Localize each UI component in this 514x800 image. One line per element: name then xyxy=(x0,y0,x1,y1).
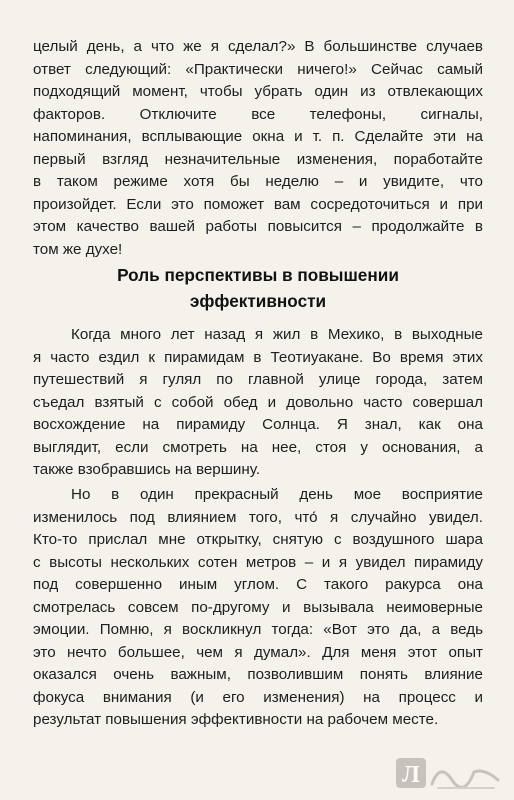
text-line: под совершенно иным углом. С такого ракурса она xyxy=(33,576,483,593)
text-line: восхождение на пирамиду Солнца. Я знал, как она xyxy=(33,416,483,433)
text-line: том же духе! xyxy=(33,240,123,258)
text-line: я часто ездил к пирамидам в Теотиуакане. Во время этих xyxy=(33,348,483,366)
text-line: фокуса внимания (и его изменения) на процесс и xyxy=(33,688,483,706)
text-line: изменилось под влиянием того, что́ я случайно увидел. xyxy=(33,508,483,526)
paragraph-2 xyxy=(33,484,483,732)
text-line: это нечто большее, чем я думал». Для меня этот опыт xyxy=(33,643,483,661)
text-line: напоминания, всплывающие окна и т. п. Сделайте эти на xyxy=(33,128,483,145)
text-line: смотрелась совсем по-другому и вызывала неимоверные xyxy=(33,598,483,616)
text-line: факторов. Отключите все телефоны, сигналы, xyxy=(33,105,483,123)
text-line: в таком режиме хотя бы неделю – и увидите, что xyxy=(33,173,483,190)
text-line: Когда много лет назад я жил в Мехико, в выходные xyxy=(71,326,483,343)
text-line: подходящий момент, чтобы убрать один из отвлекающих xyxy=(33,83,483,100)
text-line: с высоты нескольких сотен метров – и я увидел пирамиду xyxy=(33,553,483,571)
text-line: ответ следующий: «Практически ничего!» Сейчас самый xyxy=(33,60,483,78)
text-line: путешествий я гулял по главной улице города, затем xyxy=(33,371,483,388)
text-line: съедал взятый с собой обед и довольно часто совершал xyxy=(33,393,483,411)
paragraph-top xyxy=(33,36,483,261)
text-line: результат повышения эффективности на рабочем месте. xyxy=(33,711,439,728)
text-line: выглядит, если смотреть на нее, стоя у основания, а xyxy=(33,438,483,456)
text-line: первый взгляд незначительные изменения, поработайте xyxy=(33,150,483,168)
section-heading-line-2: эффективности xyxy=(189,291,327,311)
text-line: этом качество вашей работы повысится – продолжайте в xyxy=(33,218,483,235)
text-line: Но в один прекрасный день мое восприятие xyxy=(71,486,483,503)
text-line: также взобравшись на вершину. xyxy=(33,461,261,478)
text-line: Кто-то прислал мне открытку, снятую с воздушного шара xyxy=(33,531,483,548)
labirint-logo-icon xyxy=(394,754,504,794)
section-heading-line-1: Роль перспективы в повышении xyxy=(117,265,399,285)
section-heading xyxy=(33,262,483,314)
text-line: произойдет. Если это поможет вам сосредоточиться и при xyxy=(33,195,483,213)
text-line: оказался очень важным, позволившим понять влияние xyxy=(33,666,483,683)
logo-letter: Л xyxy=(402,762,420,788)
text-line: целый день, а что же я сделал?» В большинстве случаев xyxy=(33,38,483,55)
paragraph-1 xyxy=(33,324,483,482)
text-line: эмоции. Помню, я воскликнул тогда: «Вот это да, а ведь xyxy=(33,621,483,638)
